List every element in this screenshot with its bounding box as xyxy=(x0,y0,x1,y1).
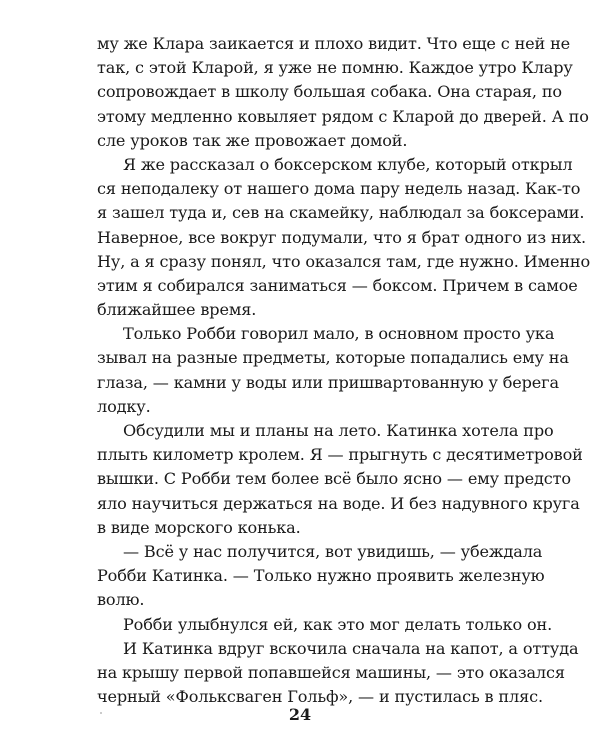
text-line: в виде морского конька. xyxy=(97,517,301,537)
text-line: Робби улыбнулся ей, как это мог делать только он. xyxy=(123,614,553,634)
page-number: 24 xyxy=(288,705,312,724)
text-line: му же Клара заикается и плохо видит. Что еще с ней не xyxy=(97,34,571,53)
text-line: этим я собирался заниматься — боксом. Причем в самое xyxy=(97,275,578,295)
text-line: ближайшее время. xyxy=(97,300,257,320)
text-line: зывал на разные предметы, которые попадались ему на xyxy=(97,348,569,368)
text-line: на крышу первой попавшейся машины, — это оказался xyxy=(97,662,565,682)
text-line: лодку. xyxy=(97,396,151,416)
text-line: так, с этой Кларой, я уже не помню. Каждое утро Клару xyxy=(97,58,573,78)
text-line: ся неподалеку от нашего дома пару недель назад. Как-то xyxy=(97,179,581,199)
text-line: волю. xyxy=(97,590,145,610)
text-line: Ну, а я сразу понял, что оказался там, где нужно. Именно xyxy=(97,251,591,271)
text-line: черный «Фольксваген Гольф», — и пустилась в пляс. xyxy=(97,687,543,707)
text-line: Только Робби говорил мало, в основном просто ука xyxy=(123,324,555,344)
text-line: Обсудили мы и планы на лето. Катинка хотела про xyxy=(123,421,554,440)
text-line: глаза, — камни у воды или пришвартованную у берега xyxy=(97,372,559,392)
body-text xyxy=(97,32,591,709)
text-line: Наверное, все вокруг подумали, что я брат одного из них. xyxy=(97,227,586,247)
text-line: Я же рассказал о боксерском клубе, который открыл xyxy=(123,154,573,174)
text-line: Робби Катинка. — Только нужно проявить железную xyxy=(97,566,545,586)
text-line: вышки. С Робби тем более всё было ясно — ему предсто xyxy=(97,469,571,489)
text-line: сле уроков так же провожает домой. xyxy=(97,130,408,150)
text-line: яло научиться держаться на воде. И без надувного круга xyxy=(97,493,580,513)
text-line: этому медленно ковыляет рядом с Кларой до дверей. А по xyxy=(97,106,589,126)
text-line: плыть километр кролем. Я — прыгнуть с десятиметровой xyxy=(97,445,583,465)
text-line: — Всё у нас получится, вот увидишь, — убеждала xyxy=(123,541,543,561)
text-line: я зашел туда и, сев на скамейку, наблюдал за боксерами. xyxy=(97,203,585,223)
text-line: И Катинка вдруг вскочила сначала на капот, а оттуда xyxy=(123,638,579,658)
text-line: сопровождает в школу большая собака. Она старая, по xyxy=(97,82,562,102)
